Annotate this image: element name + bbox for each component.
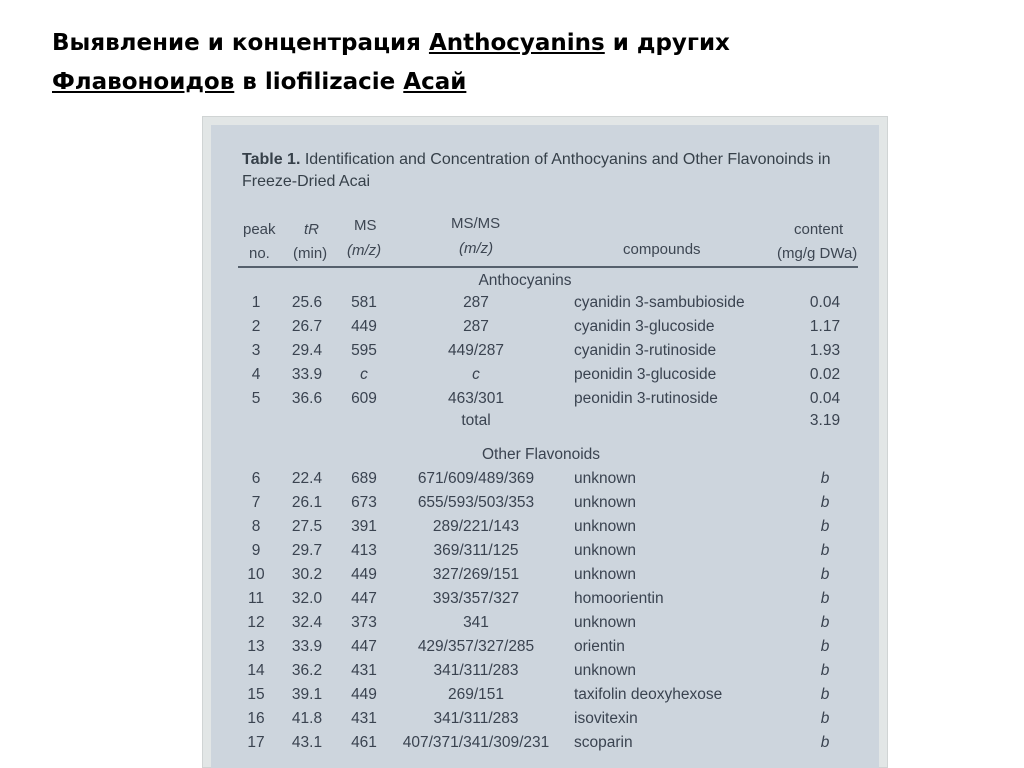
ms-cell: 609 <box>351 390 377 407</box>
tr-cell: 39.1 <box>291 686 323 703</box>
header-no: no. <box>249 245 270 262</box>
msms-cell: 341 <box>463 614 489 631</box>
table-caption <box>242 149 862 193</box>
ms-cell: c <box>360 366 368 383</box>
table-row <box>211 707 879 731</box>
table-caption-text: Identification and Concentration of Anthocyanins and Other Flavonoinds in Freeze-Dried Acai <box>242 151 831 190</box>
table-row <box>211 467 879 491</box>
compound-cell: cyanidin 3-rutinoside <box>574 342 717 359</box>
msms-cell: 287 <box>463 294 489 311</box>
header-ms-mz: (m/z) <box>347 242 382 259</box>
table-row <box>211 683 879 707</box>
compound-cell: orientin <box>574 638 625 655</box>
compound-cell: unknown <box>574 662 637 679</box>
content-cell: 1.17 <box>809 318 841 335</box>
tr-cell: 36.6 <box>291 390 323 407</box>
peak-cell: 3 <box>251 342 261 359</box>
table-row <box>211 563 879 587</box>
peak-cell: 14 <box>247 662 265 679</box>
tr-cell: 29.4 <box>291 342 323 359</box>
table-row <box>211 363 879 387</box>
tr-cell: 30.2 <box>291 566 323 583</box>
compound-cell: unknown <box>574 542 637 559</box>
ms-cell: 431 <box>351 710 377 727</box>
peak-cell: 16 <box>247 710 265 727</box>
tr-cell: 33.9 <box>291 366 323 383</box>
ms-cell: 581 <box>351 294 377 311</box>
content-cell: b <box>820 518 830 535</box>
compound-cell: unknown <box>574 470 637 487</box>
table-row <box>211 587 879 611</box>
tr-cell: 22.4 <box>291 470 323 487</box>
peak-cell: 1 <box>251 294 261 311</box>
content-cell: b <box>820 638 830 655</box>
table-row <box>211 339 879 363</box>
header-ms: MS <box>354 217 377 234</box>
header-msms: MS/MS <box>451 215 501 232</box>
header-peak: peak <box>243 221 276 238</box>
content-cell: 0.02 <box>809 366 841 383</box>
ms-cell: 447 <box>351 638 377 655</box>
peak-cell: 7 <box>251 494 261 511</box>
ms-cell: 595 <box>351 342 377 359</box>
ms-cell: 431 <box>351 662 377 679</box>
ms-cell: 391 <box>351 518 377 535</box>
msms-cell: 655/593/503/353 <box>417 494 535 511</box>
table-caption-label: Table 1. <box>242 151 301 168</box>
slide-title-part: Флавоноидов <box>52 69 235 95</box>
header-msms-mz: (m/z) <box>459 240 494 257</box>
compound-cell: homoorientin <box>574 590 664 607</box>
msms-cell: 407/371/341/309/231 <box>402 734 550 751</box>
tr-cell: 32.0 <box>291 590 323 607</box>
msms-cell: 341/311/283 <box>433 710 519 727</box>
table-row <box>211 731 879 755</box>
slide-title-part: Anthocyanins <box>428 30 605 56</box>
table-row <box>211 635 879 659</box>
msms-cell: c <box>472 366 480 383</box>
ms-cell: 673 <box>351 494 377 511</box>
content-cell: b <box>820 662 830 679</box>
content-cell: b <box>820 470 830 487</box>
peak-cell: 8 <box>251 518 261 535</box>
section-anthocyanins: Anthocyanins <box>478 272 572 289</box>
slide-title-part: Выявление и концентрация <box>52 30 429 56</box>
peak-cell: 5 <box>251 390 261 407</box>
compound-cell: peonidin 3-glucoside <box>574 366 717 383</box>
header-compounds: compounds <box>623 241 701 258</box>
msms-cell: 449/287 <box>447 342 505 359</box>
table-row <box>211 611 879 635</box>
slide-title-part: в liofilizacie <box>234 69 404 95</box>
ms-cell: 413 <box>351 542 377 559</box>
compound-cell: peonidin 3-rutinoside <box>574 390 718 407</box>
table-photo <box>202 116 888 768</box>
tr-cell: 25.6 <box>291 294 323 311</box>
tr-cell: 27.5 <box>291 518 323 535</box>
ms-cell: 449 <box>351 566 377 583</box>
content-cell: b <box>820 686 830 703</box>
content-cell: b <box>820 710 830 727</box>
content-cell: b <box>820 566 830 583</box>
total-value: 3.19 <box>809 412 841 429</box>
content-cell: b <box>820 614 830 631</box>
tr-cell: 32.4 <box>291 614 323 631</box>
tr-cell: 41.8 <box>291 710 323 727</box>
peak-cell: 15 <box>247 686 265 703</box>
slide-title-part: Асай <box>403 69 467 95</box>
msms-cell: 287 <box>463 318 489 335</box>
tr-cell: 33.9 <box>291 638 323 655</box>
peak-cell: 17 <box>247 734 265 751</box>
total-label: total <box>461 412 491 429</box>
total-row <box>211 409 879 433</box>
ms-cell: 461 <box>351 734 377 751</box>
peak-cell: 4 <box>251 366 261 383</box>
msms-cell: 341/311/283 <box>433 662 519 679</box>
content-cell: 0.04 <box>809 294 841 311</box>
compound-cell: unknown <box>574 518 637 535</box>
peak-cell: 12 <box>247 614 265 631</box>
table-row <box>211 315 879 339</box>
table-row <box>211 387 879 411</box>
msms-cell: 369/311/125 <box>433 542 519 559</box>
compound-cell: unknown <box>574 566 637 583</box>
header-min: (min) <box>293 245 328 262</box>
header-content-unit: (mg/g DWa) <box>777 245 858 262</box>
slide-title <box>52 24 952 102</box>
compound-cell: isovitexin <box>574 710 638 727</box>
msms-cell: 393/357/327 <box>432 590 520 607</box>
compound-cell: cyanidin 3-sambubioside <box>574 294 745 311</box>
content-cell: b <box>820 734 830 751</box>
header-tr: tR <box>304 221 319 238</box>
tr-cell: 29.7 <box>291 542 323 559</box>
msms-cell: 327/269/151 <box>432 566 520 583</box>
section-other-flavonoids: Other Flavonoids <box>481 446 601 463</box>
ms-cell: 449 <box>351 318 377 335</box>
peak-cell: 6 <box>251 470 261 487</box>
tr-cell: 26.7 <box>291 318 323 335</box>
ms-cell: 449 <box>351 686 377 703</box>
msms-cell: 429/357/327/285 <box>417 638 535 655</box>
header-content: content <box>794 221 844 238</box>
ms-cell: 689 <box>351 470 377 487</box>
tr-cell: 26.1 <box>291 494 323 511</box>
table-row <box>211 291 879 315</box>
peak-cell: 9 <box>251 542 261 559</box>
table-row <box>211 515 879 539</box>
compound-cell: unknown <box>574 494 637 511</box>
content-cell: b <box>820 590 830 607</box>
compound-cell: unknown <box>574 614 637 631</box>
msms-cell: 463/301 <box>447 390 505 407</box>
table-row <box>211 539 879 563</box>
compound-cell: cyanidin 3-glucoside <box>574 318 715 335</box>
content-cell: b <box>820 494 830 511</box>
table-paper <box>211 125 879 768</box>
compound-cell: taxifolin deoxyhexose <box>574 686 723 703</box>
table-row <box>211 659 879 683</box>
content-cell: 1.93 <box>809 342 841 359</box>
header-rule <box>238 266 858 268</box>
content-cell: 0.04 <box>809 390 841 407</box>
peak-cell: 11 <box>247 590 265 607</box>
ms-cell: 373 <box>351 614 377 631</box>
compound-cell: scoparin <box>574 734 633 751</box>
tr-cell: 43.1 <box>291 734 323 751</box>
slide-title-part: и других <box>604 30 730 56</box>
msms-cell: 289/221/143 <box>432 518 520 535</box>
tr-cell: 36.2 <box>291 662 323 679</box>
msms-cell: 671/609/489/369 <box>417 470 535 487</box>
peak-cell: 13 <box>247 638 265 655</box>
peak-cell: 10 <box>247 566 265 583</box>
ms-cell: 447 <box>351 590 377 607</box>
table-row <box>211 491 879 515</box>
msms-cell: 269/151 <box>447 686 505 703</box>
peak-cell: 2 <box>251 318 261 335</box>
content-cell: b <box>820 542 830 559</box>
